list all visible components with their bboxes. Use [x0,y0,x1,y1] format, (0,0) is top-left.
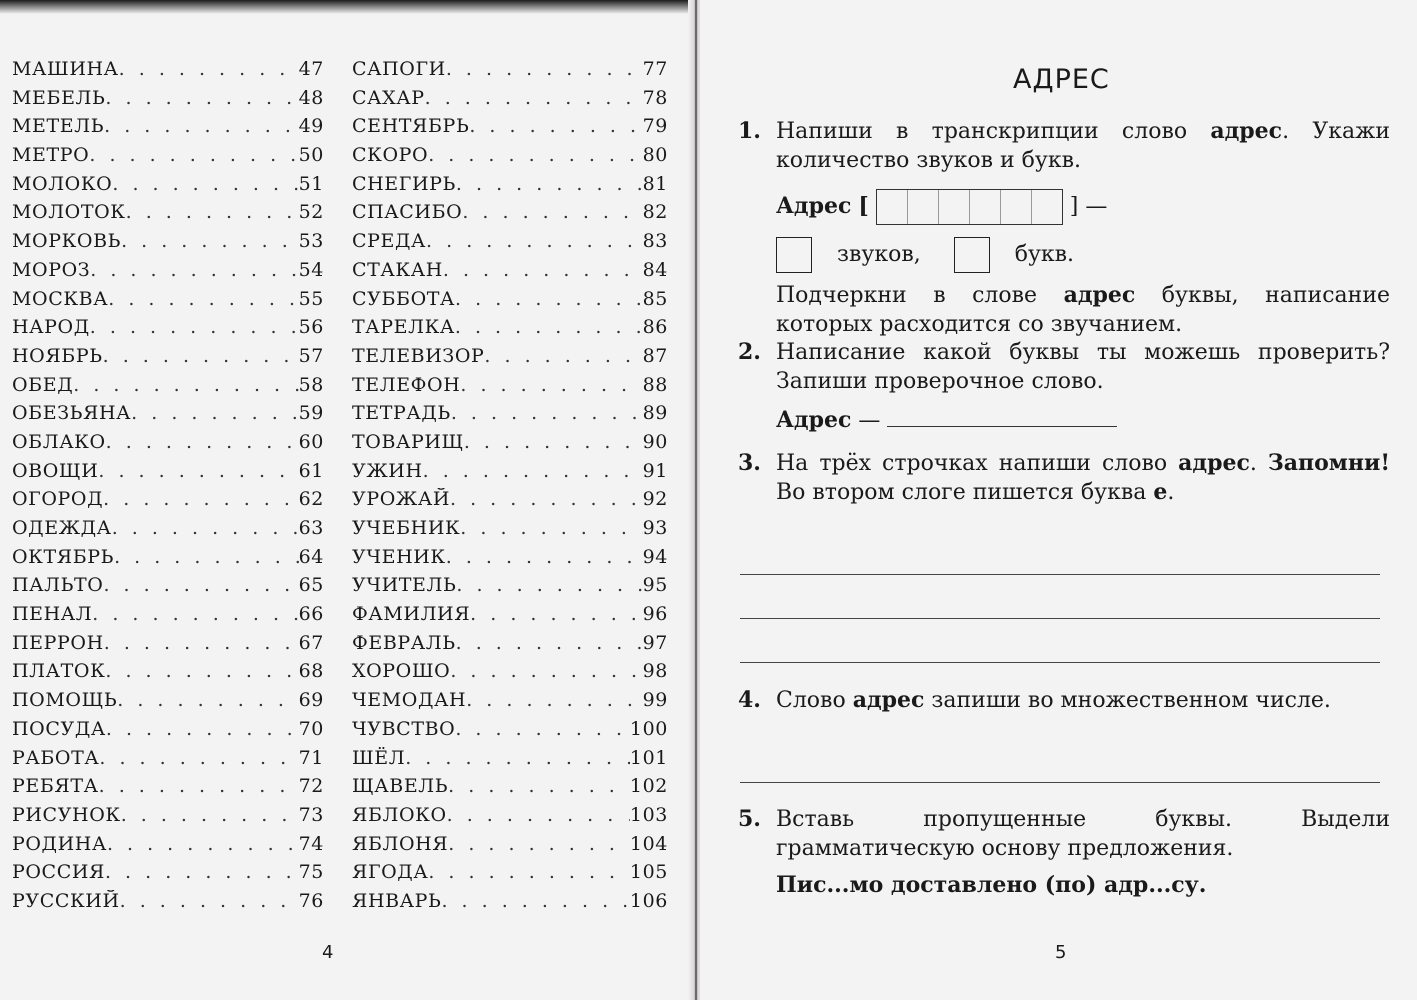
leader-dots [441,890,629,912]
index-entry [12,316,324,345]
index-entry [352,87,668,116]
index-entry [12,833,324,862]
index-page-number: 50 [298,144,324,167]
leader-dots [455,288,643,310]
index-word: ОДЕЖДА [12,517,112,539]
index-word: ТАРЕЛКА [352,316,455,339]
index-page-number: 84 [642,258,668,281]
index-word: МЕБЕЛЬ [12,86,106,109]
index-word: ПЕНАЛ [12,603,93,626]
leader-dots [103,574,298,596]
index-word: УЧЕБНИК [352,517,461,539]
leader-dots [456,173,643,195]
index-entry [352,402,668,431]
index-entry [352,115,668,144]
index-entry [12,747,324,776]
index-entry [12,431,324,460]
index-entry [12,345,324,374]
index-entry [12,144,324,173]
word-label: Адрес [776,193,852,219]
index-word: МОЛОТОК [12,201,126,224]
index-word: ШЁЛ [352,746,406,769]
leader-dots [450,488,643,510]
task-text: Вставь пропущенные буквы. Выдели грамматическую основу предложения. [776,807,1390,861]
index-word: СЕНТЯБРЬ [352,115,470,138]
index-page-number: 47 [298,58,324,80]
index-entry [352,374,668,403]
leader-dots [425,87,643,109]
leader-dots [462,201,642,223]
transcription-cells[interactable] [876,189,1063,225]
index-entry [12,374,324,403]
index-page-number: 76 [298,889,324,912]
leader-dots [106,718,299,740]
page-edge-shadow [0,0,690,14]
task-5 [738,805,1390,900]
index-word: САПОГИ [352,58,446,80]
index-entry [352,488,668,517]
writing-line[interactable] [740,618,1380,619]
leader-dots [92,603,298,625]
leader-dots [455,316,643,338]
index-page-number: 55 [298,287,324,310]
index-word: ОВОЩИ [12,459,99,482]
index-entry [352,259,668,288]
leader-dots [466,689,642,711]
leader-dots [105,861,299,883]
index-page-number: 58 [298,373,324,396]
index-entry [352,230,668,259]
index-entry [12,115,324,144]
index-entry [352,345,668,374]
index-entry [352,58,668,87]
index-word: УЧЕНИК [352,545,446,568]
leader-dots [105,87,298,109]
answer-line[interactable] [887,404,1117,427]
index-entry [12,288,324,317]
leader-dots [456,574,642,596]
index-word: МОРОЗ [12,258,91,281]
index-entry [352,431,668,460]
leader-dots [112,173,298,195]
index-page-number: 89 [642,402,668,425]
index-page-number: 79 [642,115,668,138]
leader-dots [112,517,299,539]
index-page-number: 75 [298,861,324,884]
leader-dots [90,316,299,338]
leader-dots [103,345,299,367]
index-entry [12,775,324,804]
index-page-number: 100 [629,717,668,740]
leader-dots [108,288,298,310]
index-word: РУССКИЙ [12,889,120,912]
index-word: ОБЕЗЬЯНА [12,402,132,425]
index-word: ПАЛЬТО [12,574,104,597]
leader-dots [103,488,298,510]
index-page-number: 53 [298,230,324,253]
task-4 [738,686,1390,715]
index-page-number: 106 [629,889,668,912]
index-page-number: 102 [629,775,668,798]
index-word: РАБОТА [12,746,100,769]
index-word: СКОРО [352,144,429,167]
writing-line[interactable] [740,574,1380,575]
index-word: РЕБЯТА [12,775,99,798]
index-entry [352,574,668,603]
index-entry [12,87,324,116]
task-number: 2. [738,339,761,365]
index-page-number: 52 [298,201,324,224]
index-word: ОБЕД [12,373,74,396]
index-word: СТАКАН [352,258,443,281]
index-page-number: 57 [298,344,324,367]
leader-dots [469,115,642,137]
leader-dots [426,230,643,252]
index-word: ПЕРРОН [12,631,104,654]
leader-dots [121,804,299,826]
index-word: СРЕДА [352,230,427,253]
word-label: Адрес [776,407,852,433]
index-page-number: 68 [298,660,324,683]
index-page-number: 103 [629,803,668,826]
leader-dots [450,660,642,682]
leader-dots [99,775,299,797]
index-word: СУББОТА [352,287,456,310]
leader-dots [484,345,642,367]
index-entry [12,488,324,517]
index-page-number: 85 [642,287,668,310]
index-entry [352,747,668,776]
index-word: ТОВАРИЩ [352,430,464,453]
index-page-number: 88 [642,373,668,396]
index-word: ЧЕМОДАН [352,689,467,712]
index-word: ПОМОЩЬ [12,689,118,712]
index-entry [352,288,668,317]
index-entry [12,230,324,259]
index-page-number: 48 [298,86,324,109]
leader-dots [126,201,299,223]
index-entry [12,804,324,833]
index-word: РИСУНОК [12,803,121,826]
index-word: ХОРОШО [352,660,451,683]
task-text: На трёх строчках напиши слово адрес. Запомни! Во втором слоге пишется буква е. [776,450,1390,505]
index-word: ЩАВЕЛЬ [352,775,449,798]
index-page-number: 83 [642,230,668,253]
index-word: МАШИНА [12,58,119,80]
leader-dots [460,374,642,396]
index-word: МОРКОВЬ [12,230,122,253]
index-page-number: 71 [298,746,324,769]
index-entry [12,173,324,202]
task-number: 1. [738,118,761,144]
index-word: ТЕЛЕФОН [352,373,461,396]
leader-dots [443,259,643,281]
index-entry [12,259,324,288]
leader-dots [120,890,299,912]
index-word: МЕТЕЛЬ [12,115,105,138]
index-entry [352,173,668,202]
task-text: Слово адрес запиши во множественном числе. [776,687,1331,713]
task-subtext: Подчеркни в слове адрес буквы, написание которых расходится со звучанием. [776,282,1390,337]
index-entry [12,402,324,431]
index-entry [352,632,668,661]
index-page-number: 91 [642,459,668,482]
index-word: ПОСУДА [12,717,106,740]
index-page-number: 93 [642,517,668,539]
index-page-number: 69 [298,689,324,712]
leader-dots [405,747,630,769]
transcription-row: Адрес [ ] — [776,189,1390,225]
index-page-number: 70 [298,717,324,740]
leader-dots [451,402,643,424]
index-page-number: 59 [298,402,324,425]
index-page-number: 87 [642,344,668,367]
index-word: УЧИТЕЛЬ [352,574,457,597]
index-entry [12,517,324,546]
index-entry [12,546,324,575]
index-word: РОДИНА [12,832,107,855]
leader-dots [73,374,298,396]
writing-line[interactable] [740,662,1380,663]
index-word: ФАМИЛИЯ [352,603,471,626]
index-word: ТЕТРАДЬ [352,402,451,425]
task-3 [738,449,1390,507]
index-page-number: 74 [298,832,324,855]
index-entry [12,890,324,919]
leader-dots [456,632,643,654]
index-page-number: 81 [642,172,668,195]
index-page-number: 96 [642,603,668,626]
index-page-number: 72 [298,775,324,798]
index-page-number: 78 [642,86,668,109]
index-entry [12,718,324,747]
index-entry [352,833,668,862]
index-page-number: 56 [298,316,324,339]
index-page-number: 95 [642,574,668,597]
index-entry [352,861,668,890]
index-page-number: 97 [642,631,668,654]
index-entry [12,632,324,661]
index-page-number: 51 [298,172,324,195]
index-entry [12,603,324,632]
page-title: АДРЕС [1013,64,1110,95]
index-page-number: 54 [298,258,324,281]
index-page-number: 104 [629,832,668,855]
task-text: Напиши в транскрипции слово адрес. Укажи количество звуков и букв. [776,118,1391,173]
index-word: РОССИЯ [12,861,105,884]
index-column-2 [352,58,668,919]
index-word: НОЯБРЬ [12,344,103,367]
index-page-number: 92 [642,488,668,511]
index-entry [352,603,668,632]
index-word: СПАСИБО [352,201,463,224]
sounds-count-box[interactable] [776,237,812,273]
index-word: ЯНВАРЬ [352,889,442,912]
index-entry [12,660,324,689]
leader-dots [423,460,643,482]
leader-dots [98,460,298,482]
task-number: 4. [738,687,761,713]
leader-dots [460,517,642,539]
index-entry [12,460,324,489]
task-text: Написание какой буквы ты можешь проверить? Запиши проверочное слово. [776,340,1390,394]
index-word: МОСКВА [12,287,109,310]
leader-dots [428,144,642,166]
index-page-number: 86 [642,316,668,339]
index-column-1 [12,58,324,919]
index-page-number: 90 [642,430,668,453]
index-entry [12,58,324,87]
index-page-number: 66 [298,603,324,626]
index-word: САХАР [352,86,425,109]
letters-count-box[interactable] [954,237,990,273]
task-number: 3. [738,450,761,476]
index-page-number: 105 [629,861,668,884]
index-entry [12,689,324,718]
task-number: 5. [738,806,761,832]
index-entry [12,861,324,890]
index-word: ЧУВСТВО [352,717,456,740]
index-word: ПЛАТОК [12,660,106,683]
index-word: ОБЛАКО [12,430,106,453]
leader-dots [428,861,630,883]
index-page-number: 49 [298,115,324,138]
index-entry [352,316,668,345]
page-number-left: 4 [322,942,334,963]
index-word: ОГОРОД [12,488,104,511]
leader-dots [446,58,643,80]
index-entry [12,201,324,230]
index-page-number: 98 [642,660,668,683]
left-page [0,0,691,1000]
index-page-number: 73 [298,803,324,826]
leader-dots [117,689,298,711]
index-word: ЯБЛОКО [352,803,447,826]
leader-dots [89,144,298,166]
index-page-number: 63 [298,517,324,539]
index-page-number: 101 [629,746,668,769]
index-page-number: 94 [642,545,668,568]
page-number-right: 5 [1055,942,1067,963]
index-page-number: 82 [642,201,668,224]
leader-dots [121,230,299,252]
leader-dots [448,775,630,797]
index-word: ЯГОДА [352,861,429,884]
index-entry [352,144,668,173]
index-word: ЯБЛОНЯ [352,832,449,855]
index-word: СНЕГИРЬ [352,172,456,195]
leader-dots [119,58,299,80]
index-word: ФЕВРАЛЬ [352,631,456,654]
index-page-number: 62 [298,488,324,511]
index-entry [352,718,668,747]
index-page-number: 77 [642,58,668,80]
leader-dots [448,833,630,855]
index-entry [352,201,668,230]
leader-dots [470,603,642,625]
index-word: УРОЖАЙ [352,488,450,511]
leader-dots [99,747,298,769]
index-page-number: 67 [298,631,324,654]
leader-dots [446,546,643,568]
task-1 [738,117,1390,339]
leader-dots [447,804,630,826]
index-entry [352,890,668,919]
leader-dots [104,115,298,137]
index-entry [352,546,668,575]
index-entry [352,460,668,489]
leader-dots [114,546,299,568]
index-word: ТЕЛЕВИЗОР [352,344,485,367]
leader-dots [455,718,630,740]
leader-dots [104,632,299,654]
leader-dots [107,833,299,855]
index-entry [352,775,668,804]
index-entry [12,574,324,603]
index-entry [352,517,668,546]
task-2 [738,338,1390,435]
writing-line[interactable] [740,782,1380,783]
index-entry [352,689,668,718]
index-page-number: 99 [642,689,668,712]
task-sentence: Пис...мо доставлено (по) адр...су. [776,872,1207,898]
count-row: звуков, букв. [776,237,1390,273]
leader-dots [131,402,298,424]
index-word: ОКТЯБРЬ [12,545,115,568]
leader-dots [464,431,643,453]
index-page-number: 60 [298,430,324,453]
index-page-number: 61 [298,459,324,482]
index-word: НАРОД [12,316,90,339]
leader-dots [106,431,299,453]
index-page-number: 65 [298,574,324,597]
index-word: МОЛОКО [12,172,113,195]
answer-row: Адрес — [776,404,1390,435]
index-word: МЕТРО [12,144,90,167]
index-entry [352,660,668,689]
index-word: УЖИН [352,459,423,482]
index-entry [352,804,668,833]
right-page [700,0,1417,1000]
index-page-number: 80 [642,144,668,167]
leader-dots [105,660,298,682]
leader-dots [90,259,298,281]
index-page-number: 64 [298,545,324,568]
